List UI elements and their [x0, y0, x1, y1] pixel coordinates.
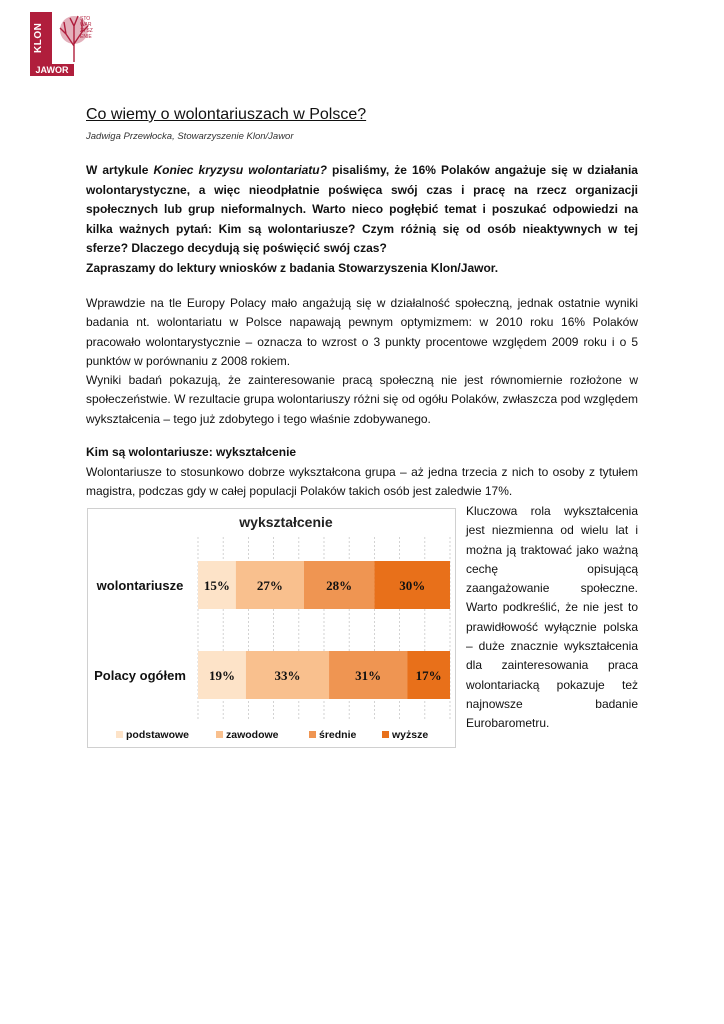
logo-side-text: KLON: [33, 22, 44, 54]
chart-data-label: 30%: [399, 578, 426, 593]
chart-data-label: 33%: [274, 668, 301, 683]
chart-title: wykształcenie: [239, 514, 333, 530]
article-author: Jadwiga Przewłocka, Stowarzyszenie Klon/Jawor: [86, 131, 294, 142]
chart-category-label: wolontariusze: [96, 578, 184, 593]
chart-data-label: 31%: [355, 668, 382, 683]
chart-legend-swatch: [216, 731, 223, 738]
body-paragraph-3: Wolontariusze to stosunkowo dobrze wykształcona grupa – aż jedna trzecia z nich to osoby z tytułem magistra, podczas gdy w całej populacji Polaków takich osób jest zaledwie 17%.: [86, 465, 638, 498]
chart-data-label: 28%: [326, 578, 353, 593]
lead-part1: W artykule: [86, 163, 154, 177]
body-paragraph-1: Wprawdzie na tle Europy Polacy mało angażują się w działalność społeczną, jednak ostatnie wyniki badania nt. wolontariatu w Polsce napawają pewnym optymizmem: w 2010 roku 16% Polaków pracowało wolontarystycznie – oznacza to wzrost o 3 punkty procentowe względem 2009 roku i o 5 punktów w porównaniu z 2008 rokiem.: [86, 296, 638, 368]
lead-part2: pisaliśmy, że 16% Polaków angażuje się w działania wolontarystyczne, a więc nieodpłatnie poświęca swój czas i pracę na rzecz organizacji społecznych lub grup nieformalnych. Warto nieco pogłębić temat i poszukać odpowiedzi na kilka ważnych pytań: Kim są wolontariusze? Czym różnią się od osób nieaktywnych w tej sferze? Dlaczego decydują się poświęcić swój czas?: [86, 163, 638, 255]
logo-bottom-text: JAWOR: [30, 64, 74, 76]
chart-legend-swatch: [116, 731, 123, 738]
body-paragraph-2: Wyniki badań pokazują, że zainteresowanie pracą społeczną nie jest równomiernie rozłożone w społeczeństwie. W rezultacie grupa wolontariuszy różni się od ogółu Polaków, zwłaszcza pod względem wykształcenia – tego już zdobytego i tego właśnie zdobywanego.: [86, 373, 638, 426]
chart-legend-swatch: [382, 731, 389, 738]
logo-arc-text: STOWARZYSZENIE: [80, 16, 93, 40]
chart-data-label: 17%: [415, 668, 442, 683]
lead-paragraph: [86, 161, 638, 259]
article-title: Co wiemy o wolontariuszach w Polsce?: [86, 106, 367, 123]
chart-category-label: Polacy ogółem: [94, 668, 186, 683]
lead-article-name: Koniec kryzysu wolontariatu?: [153, 163, 327, 177]
chart-legend-label: podstawowe: [126, 729, 190, 741]
chart-legend-label: zawodowe: [226, 729, 279, 741]
lead-invite: Zapraszamy do lektury wniosków z badania Stowarzyszenia Klon/Jawor.: [86, 260, 499, 275]
chart-canvas: [88, 509, 455, 747]
chart-legend-label: wyższe: [392, 729, 429, 741]
article-body: [86, 294, 638, 429]
logo-side-block: [30, 12, 52, 64]
chart-legend-label: średnie: [319, 729, 357, 741]
section-heading: Kim są wolontariusze: wykształcenie: [86, 445, 297, 459]
chart-data-label: 15%: [203, 578, 230, 593]
side-paragraph: Kluczowa rola wykształcenia jest niezmienna od wielu lat i można ją traktować jako ważną cechę opisującą zaangażowanie społeczne. Warto podkreślić, że nie jest to prawidłowość wyłącznie polska – duże znacznie wykształcenia dla zainteresowania praca wolontariacką pokazuje też najnowsze badanie Eurobarometru.: [466, 504, 638, 731]
chart-data-label: 27%: [256, 578, 283, 593]
chart-legend-swatch: [309, 731, 316, 738]
logo: [30, 12, 98, 74]
chart-data-label: 19%: [208, 668, 235, 683]
article-lead: [86, 161, 638, 278]
education-chart: [87, 508, 456, 748]
